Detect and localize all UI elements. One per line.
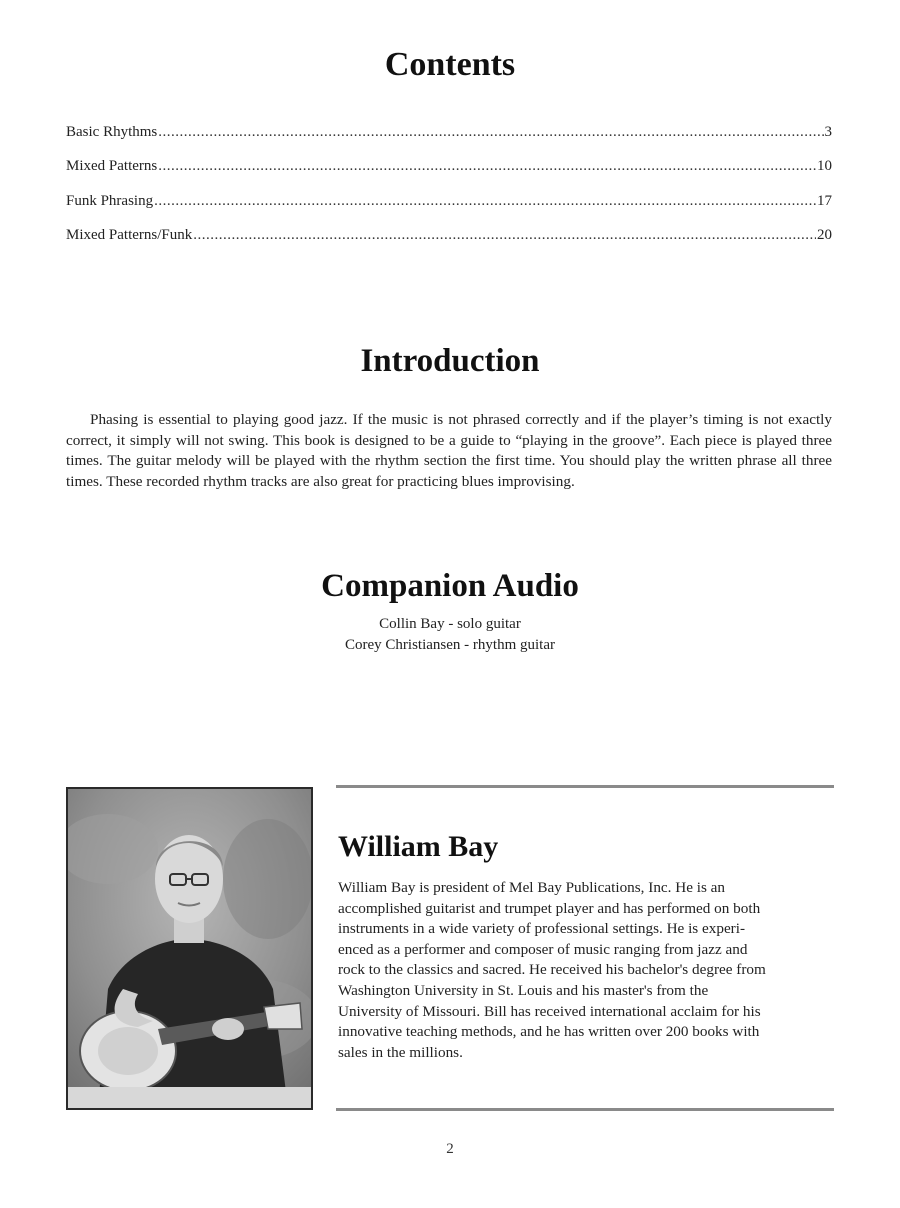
companion-audio-heading: Companion Audio [321,568,579,604]
toc-entry-label: Mixed Patterns/Funk [66,226,193,243]
toc-leader-dots [193,227,816,244]
toc-entry [66,124,832,158]
top-divider [336,785,834,788]
page-number: 2 [446,1141,454,1157]
bio-line: William Bay is president of Mel Bay Publications, Inc. He is an [338,879,726,896]
toc-leader-dots [158,158,816,175]
bio-line: rock to the classics and sacred. He received his bachelor's degree from [338,961,766,979]
toc-entry [66,193,832,227]
toc-entry [66,158,832,192]
toc-entry-page: 3 [824,124,832,140]
credit-rhythm-guitar: Corey Christiansen - rhythm guitar [345,637,555,653]
audio-credits [0,614,900,656]
toc-entry-label: Mixed Patterns [66,158,158,175]
bio-line: innovative teaching methods, and he has written over 200 books with [338,1023,760,1041]
bio-line: sales in the millions. [338,1043,463,1061]
author-photo [66,787,313,1110]
toc-entry-page: 10 [817,158,832,175]
introduction-heading: Introduction [360,343,540,379]
bio-line: instruments in a wide variety of professional settings. He is experi- [338,920,746,938]
bio-line: Washington University in St. Louis and his master's from the [338,981,709,999]
author-bio [338,878,828,1063]
contents-heading: Contents [384,46,516,83]
table-of-contents [66,124,832,261]
bio-line: accomplished guitarist and trumpet player and has performed on both [338,899,761,917]
toc-leader-dots [158,124,823,141]
toc-leader-dots [154,193,816,210]
toc-entry-label: Funk Phrasing [66,192,154,209]
toc-entry [66,227,832,261]
introduction-paragraph: Phasing is essential to playing good jazz. If the music is not phrased correctly and if the player’s timing is not exactly correct, it simply will not swing. This book is designed to be a guide to “playing in the groove”. Each piece is played three times. The guitar melody will be played with the rhythm section the first time. You should play the written phrase all three times. These recorded rhythm tracks are also great for practicing blues improvising. [66,411,832,490]
toc-entry-label: Basic Rhythms [66,124,158,140]
bio-line: enced as a performer and composer of music ranging from jazz and [338,940,748,958]
toc-entry-page: 20 [817,226,832,243]
credit-solo-guitar: Collin Bay - solo guitar [379,616,521,632]
bottom-divider [336,1108,834,1111]
author-name: William Bay [338,830,499,863]
bio-line: University of Missouri. Bill has received international acclaim for his [338,1002,761,1020]
guitarist-photo-icon [68,789,311,1108]
toc-entry-page: 17 [817,192,832,209]
